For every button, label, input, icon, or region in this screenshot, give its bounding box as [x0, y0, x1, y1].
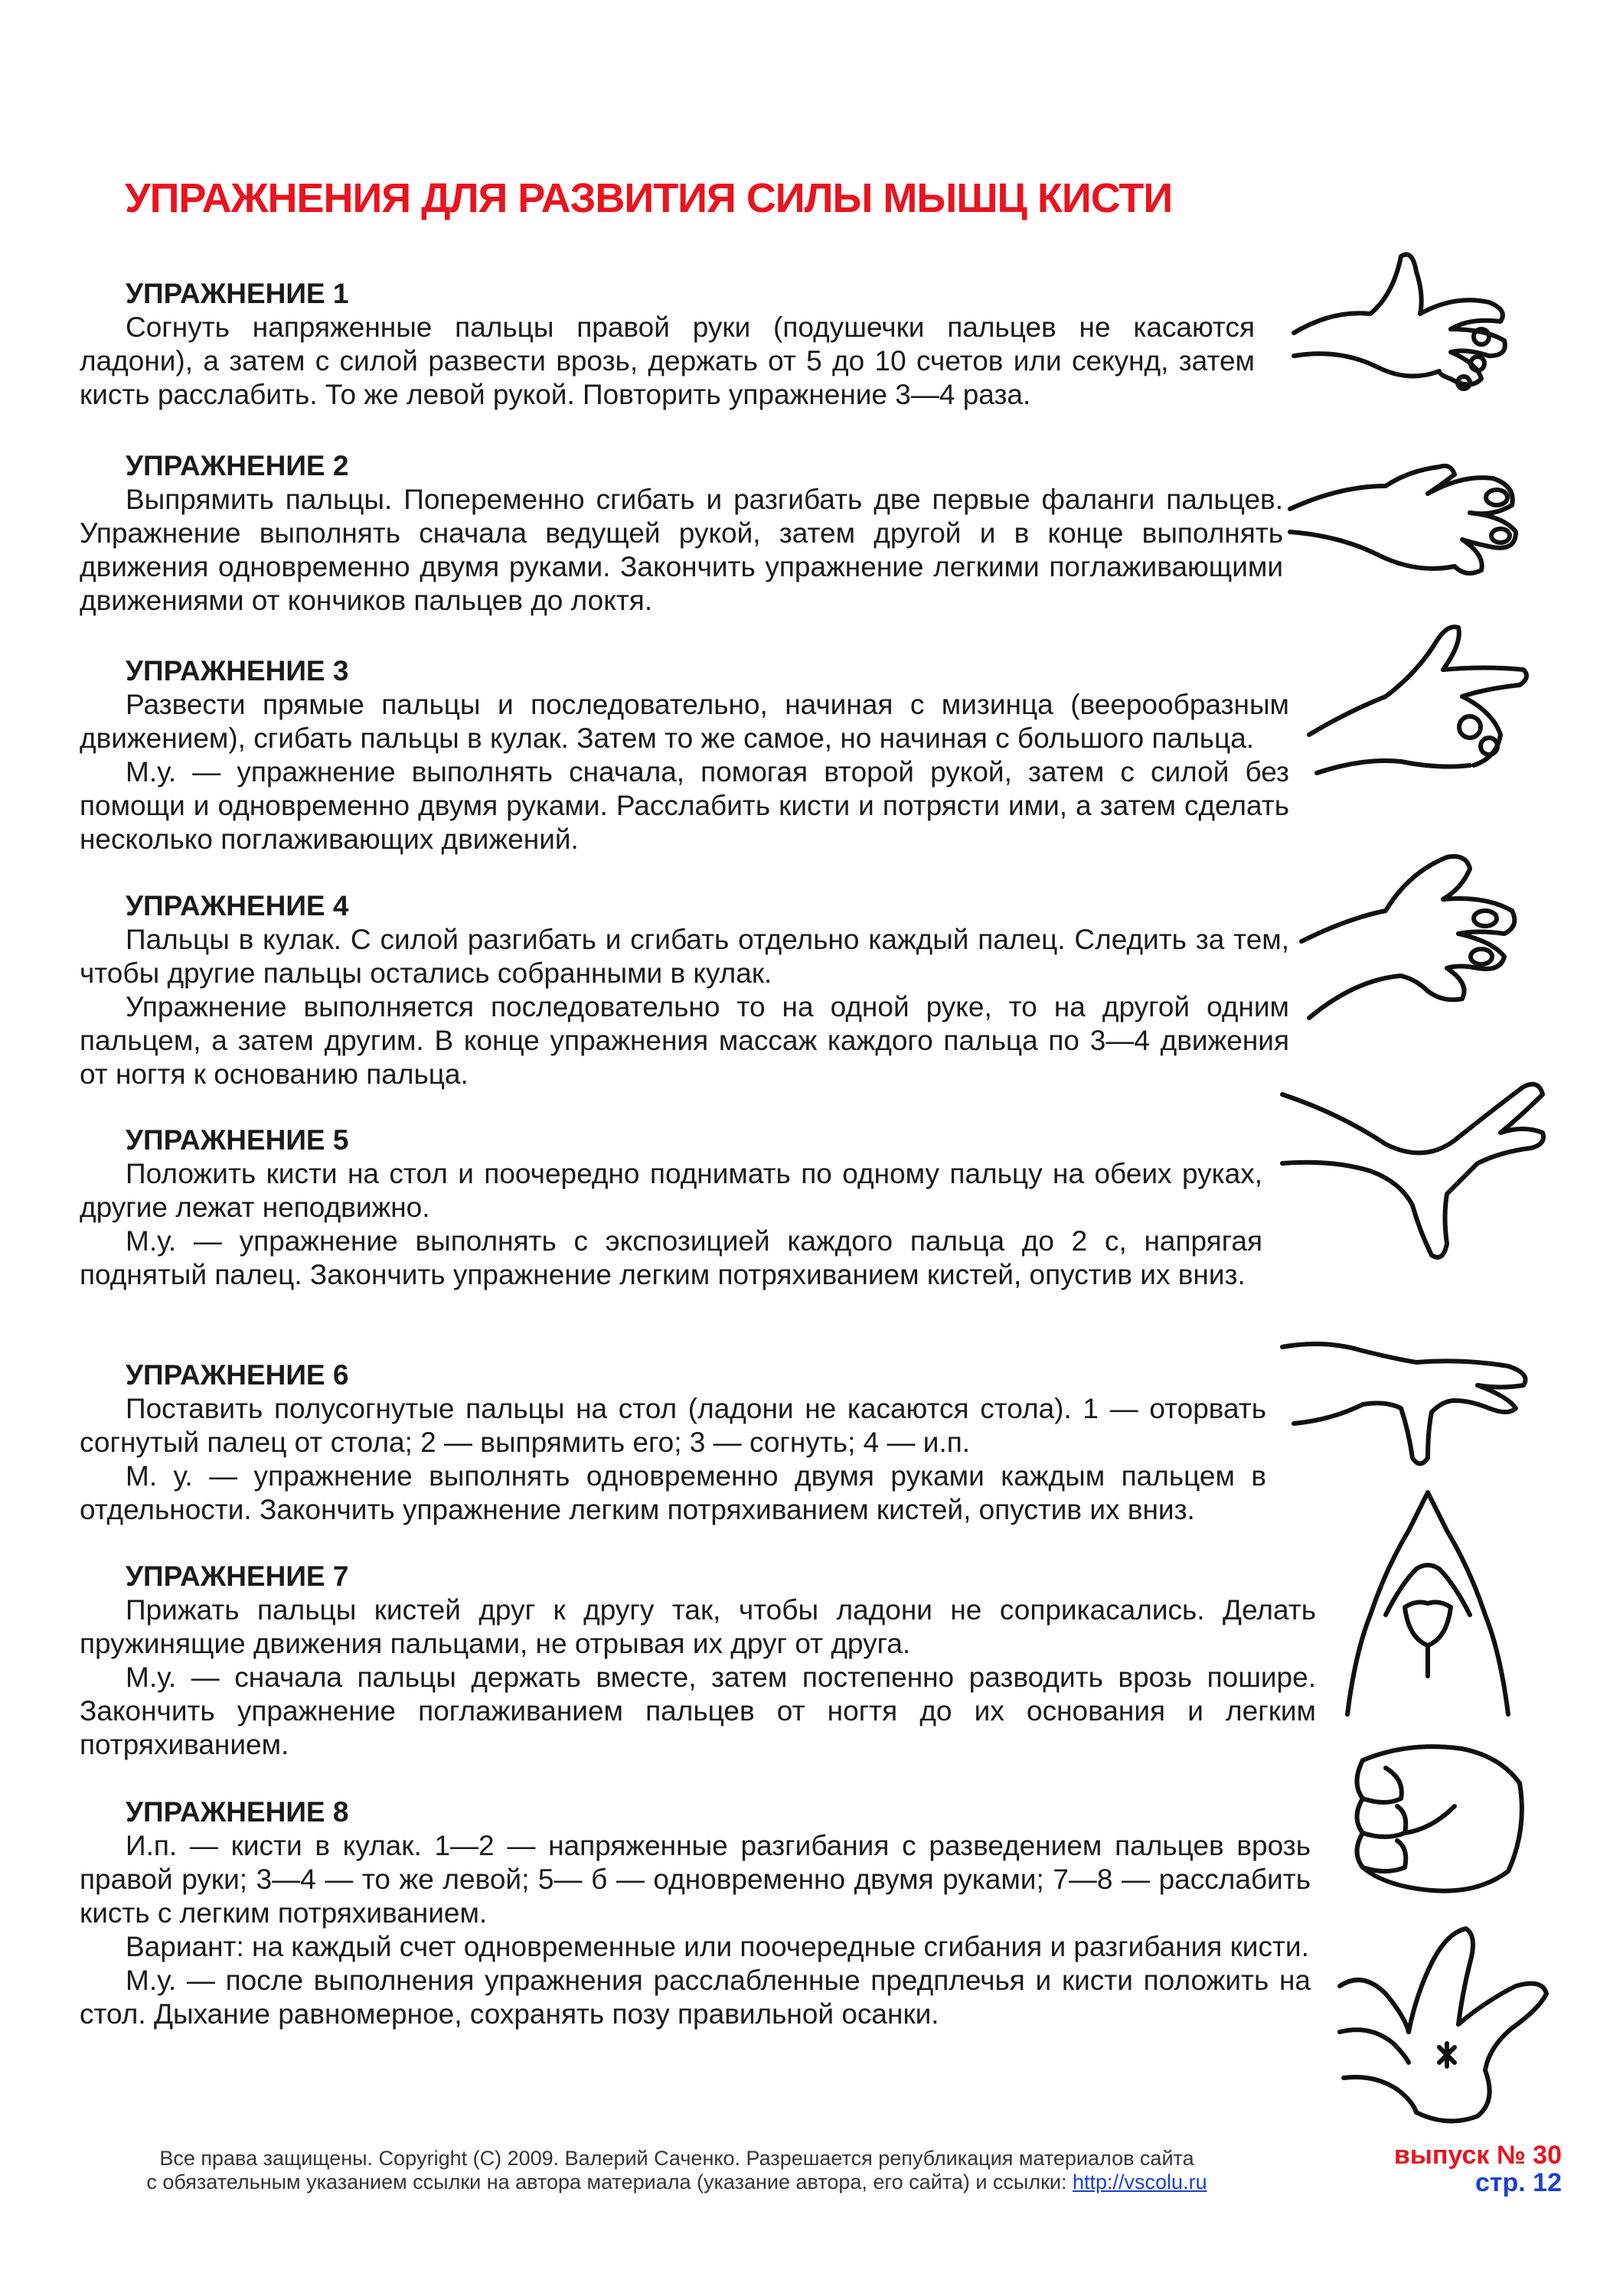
- copyright-line-2-text: с обязательным указанием ссылки на автора материала (указание автора, его сайта) и ссылки:: [146, 2170, 1073, 2193]
- exercise-2: [80, 449, 1283, 618]
- exercise-4-text-2: Упражнение выполняется последовательно то на одной руке, то на другой одним пальцем, а затем другим. В конце упражнения массаж каждого пальца по 3—4 движения от ногтя к основанию пальца.: [80, 991, 1289, 1090]
- hand-illustration-3: [1301, 612, 1539, 807]
- issue-info: [1394, 2141, 1562, 2197]
- exercise-3: [80, 654, 1289, 856]
- exercise-8-heading: УПРАЖНЕНИЕ 8: [126, 1796, 349, 1828]
- exercise-7-heading: УПРАЖНЕНИЕ 7: [126, 1561, 349, 1592]
- page-title: УПРАЖНЕНИЯ ДЛЯ РАЗВИТИЯ СИЛЫ МЫШЦ КИСТИ: [125, 175, 1173, 221]
- exercise-7-text-1: Прижать пальцы кистей друг к другу так, чтобы ладони не соприкасались. Делать пружинящие движения пальцами, не отрывая их друг от друга.: [80, 1594, 1316, 1659]
- exercise-2-heading: УПРАЖНЕНИЕ 2: [126, 450, 349, 481]
- exercise-6-text-1: Поставить полусогнутые пальцы на стол (ладони не касаются стола). 1 — оторвать согнутый палец от стола; 2 — выпрямить его; 3 — согнуть; 4 — и.п.: [80, 1393, 1266, 1458]
- exercise-7-text-2: М.у. — сначала пальцы держать вместе, затем постепенно разводить врозь пошире. Закончить упражнение поглаживанием пальцев от ногтя до их основания и легким потряхиванием.: [80, 1662, 1316, 1760]
- hand-illustration-8b: [1332, 1917, 1554, 2139]
- exercise-4: [80, 889, 1289, 1091]
- hand-illustration-6: [1278, 1324, 1539, 1477]
- exercise-6-heading: УПРАЖНЕНИЕ 6: [126, 1359, 349, 1391]
- exercise-6-text-2: М. у. — упражнение выполнять одновременно двумя руками каждым пальцем в отдельности. Закончить упражнение легким потряхиванием кистей, опустив их вниз.: [80, 1460, 1266, 1525]
- exercise-8-text-1: И.п. — кисти в кулак. 1—2 — напряженные разгибания с разведением пальцев врозь правой руки; 3—4 — то же левой; 5— б — одновременно двумя руками; 7—8 — расслабить кисть с легким потряхиванием.: [80, 1830, 1311, 1929]
- copyright-line-1: Все права защищены. Copyright (C) 2009. Валерий Саченко. Разрешается републикация материалов сайта: [159, 2147, 1194, 2170]
- exercise-8-text-3: М.у. — после выполнения упражнения расслабленные предплечья и кисти положить на стол. Дыхание равномерное, сохранять позу правильной осанки.: [80, 1965, 1311, 2030]
- page-number: стр. 12: [1474, 2168, 1562, 2197]
- exercise-5-text-2: М.у. — упражнение выполнять с экспозицией каждого пальца до 2 с, напрягая поднятый палец. Закончить упражнение легким потряхиванием кистей, опустив их вниз.: [80, 1225, 1262, 1290]
- copyright-line-2: [80, 2170, 1274, 2194]
- exercise-2-text-1: Выпрямить пальцы. Попеременно сгибать и разгибать две первые фаланги пальцев. Упражнение выполнять сначала ведущей рукой, затем другой и в конце выполнять движения одновременно двумя руками. Закончить упражнение легкими поглаживающими движениями от кончиков пальцев до локтя.: [80, 484, 1283, 616]
- site-link[interactable]: http://vscolu.ru: [1073, 2170, 1207, 2193]
- exercise-8: [80, 1795, 1311, 2031]
- issue-number: выпуск № 30: [1393, 2141, 1562, 2170]
- hand-illustration-2: [1286, 440, 1531, 582]
- hand-illustration-5: [1278, 1071, 1554, 1270]
- exercise-7: [80, 1560, 1316, 1762]
- hand-illustration-4: [1294, 842, 1531, 1026]
- exercise-1-text-1: Согнуть напряженные пальцы правой руки (подушечки пальцев не касаются ладони), а затем с силой развести врозь, держать от 5 до 10 счетов или секунд, затем кисть расслабить. То же левой рукой. Повторить упражнение 3—4 раза.: [80, 311, 1255, 410]
- hand-illustration-7: [1340, 1485, 1516, 1718]
- exercise-8-text-2: Вариант: на каждый счет одновременные или поочередные сгибания и разгибания кисти.: [126, 1931, 1309, 1962]
- exercise-5-heading: УПРАЖНЕНИЕ 5: [126, 1124, 349, 1156]
- exercise-1: [80, 277, 1255, 412]
- hand-illustration-1: [1286, 241, 1523, 406]
- exercise-3-heading: УПРАЖНЕНИЕ 3: [126, 655, 349, 687]
- exercise-1-heading: УПРАЖНЕНИЕ 1: [126, 278, 349, 309]
- exercise-5: [80, 1124, 1262, 1292]
- exercise-3-text-2: М.у. — упражнение выполнять сначала, помогая второй рукой, затем с силой без помощи и одновременно двумя руками. Расслабить кисти и потрясти ими, а затем сделать несколько поглаживающих движений.: [80, 756, 1289, 855]
- exercise-4-text-1: Пальцы в кулак. С силой разгибать и сгибать отдельно каждый палец. Следить за тем, чтобы другие пальцы остались собранными в кулак.: [80, 924, 1289, 989]
- exercise-5-text-1: Положить кисти на стол и поочередно поднимать по одному пальцу на обеих руках, другие лежат неподвижно.: [80, 1158, 1262, 1223]
- hand-illustration-8a: [1340, 1737, 1531, 1898]
- exercise-3-text-1: Развести прямые пальцы и последовательно, начиная с мизинца (веерообразным движением), сгибать пальцы в кулак. Затем то же самое, но начиная с большого пальца.: [80, 689, 1289, 754]
- copyright-footer: [80, 2147, 1274, 2194]
- exercise-6: [80, 1358, 1266, 1527]
- exercise-4-heading: УПРАЖНЕНИЕ 4: [126, 890, 349, 921]
